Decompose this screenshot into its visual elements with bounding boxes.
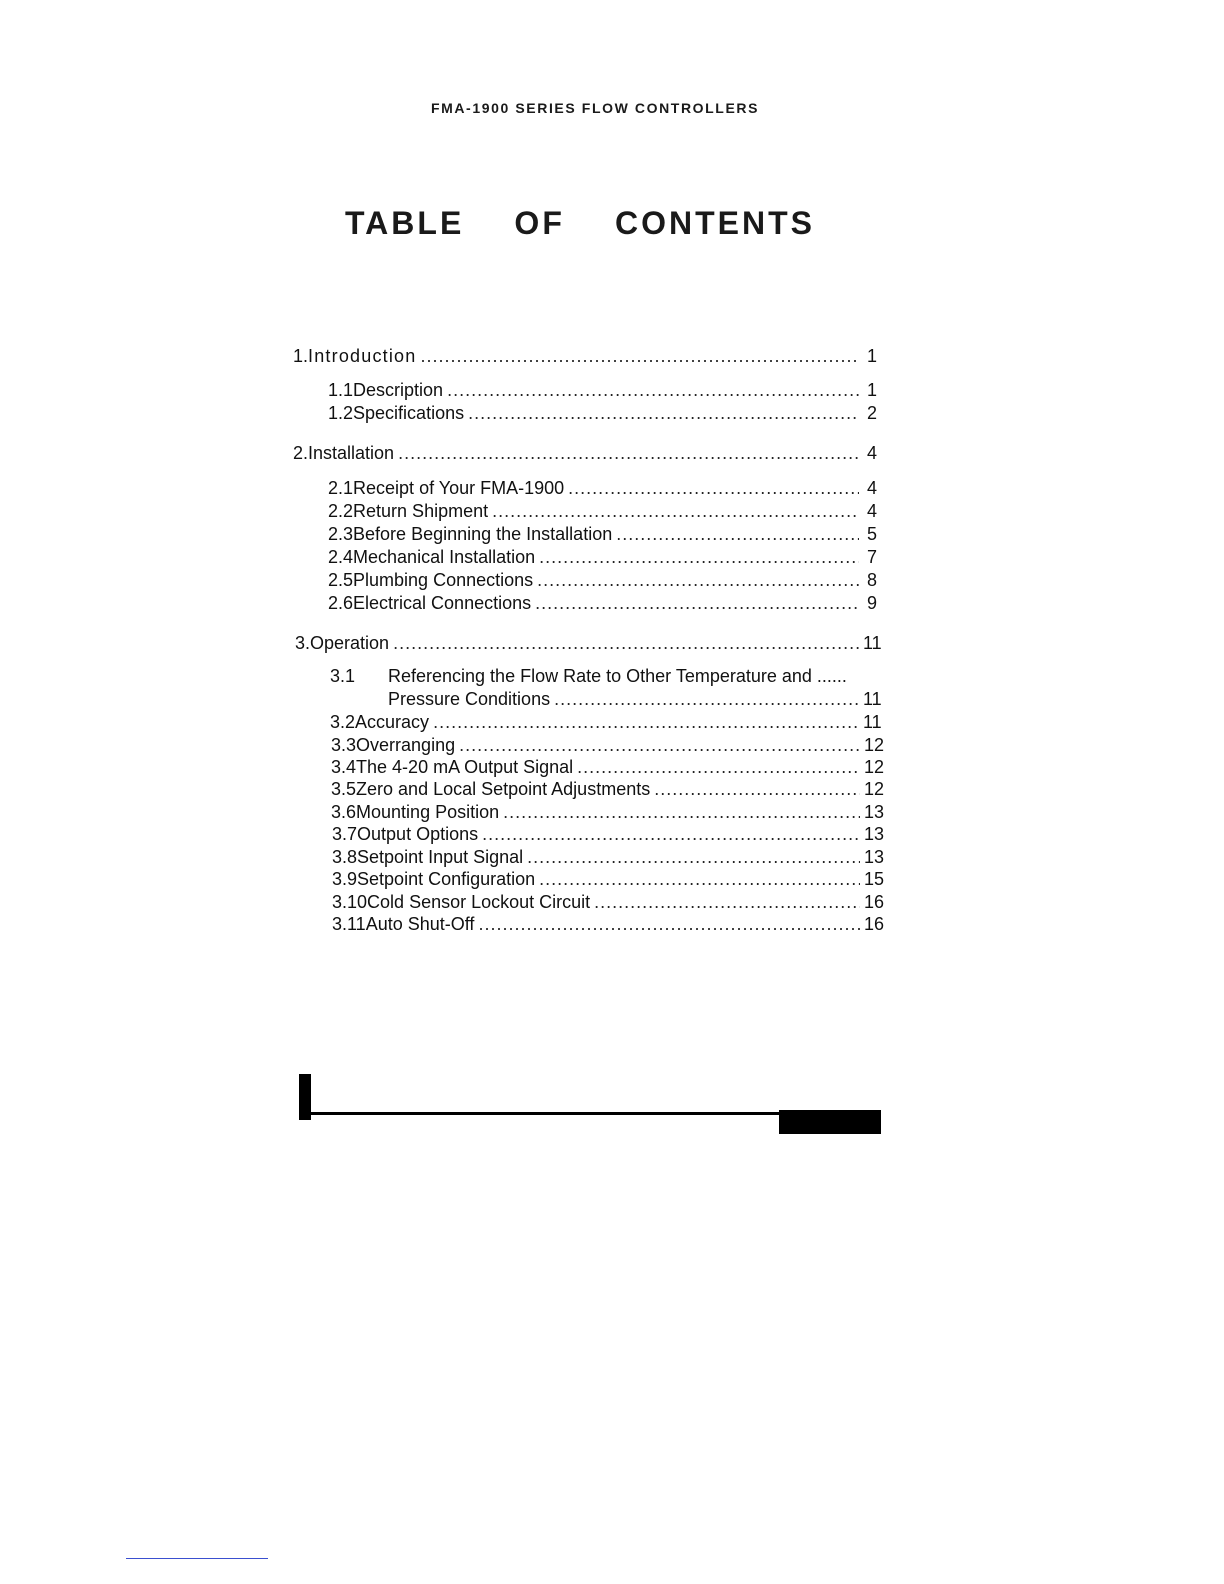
toc-entry-number: 2.2	[328, 501, 354, 521]
running-header: FMA-1900 SERIES FLOW CONTROLLERS	[430, 100, 760, 116]
toc-entry-number: 3.1	[330, 666, 356, 686]
toc-entry	[328, 500, 877, 522]
toc-entry-title: Output Options	[357, 824, 479, 844]
toc-entry-title: Accuracy	[355, 712, 430, 732]
toc-entry-page: 5	[866, 524, 877, 544]
title-word-3: CONTENTS	[615, 205, 815, 241]
toc-entry-title: Zero and Local Setpoint Adjustments	[356, 779, 651, 799]
dot-leader	[554, 688, 859, 710]
dot-leader	[577, 756, 860, 778]
toc-entry-title: Introduction	[308, 346, 417, 366]
toc-entry-number: 3.11	[332, 914, 366, 934]
toc-entry	[388, 688, 882, 710]
toc-entry-page: 2	[866, 403, 877, 423]
title-word-2: OF	[514, 205, 565, 241]
footer-rule	[126, 1558, 268, 1559]
toc-entry-title: Operation	[310, 633, 390, 653]
toc-entry-title: Mechanical Installation	[353, 547, 536, 567]
toc-entry-title: Referencing the Flow Rate to Other Temperature and ......	[388, 666, 847, 686]
toc-entry-page: 16	[864, 914, 885, 934]
toc-entry-title: Overranging	[356, 735, 456, 755]
toc-entry-page: 1	[866, 346, 877, 366]
dot-leader	[447, 379, 859, 401]
toc-entry-page: 4	[866, 501, 877, 521]
toc-entry-number: 3.2	[330, 712, 356, 732]
dot-leader	[527, 846, 860, 868]
toc-entry	[328, 592, 877, 614]
toc-entry-page: 12	[864, 735, 885, 755]
toc-entry-number: 3.4	[331, 757, 357, 777]
toc-entry-title: Before Beginning the Installation	[353, 524, 613, 544]
page-rule	[299, 1112, 779, 1115]
toc-entry-page: 12	[864, 779, 885, 799]
toc-entry-title: Cold Sensor Lockout Circuit	[367, 892, 591, 912]
toc-entry-page: 4	[866, 443, 877, 463]
toc-entry	[293, 442, 877, 464]
dot-leader	[539, 868, 860, 890]
toc-entry	[332, 891, 885, 913]
toc-entry-title: Electrical Connections	[353, 593, 532, 613]
dot-leader	[468, 402, 859, 424]
toc-entry	[295, 632, 882, 654]
toc-entry-number: 1.2	[328, 403, 354, 423]
toc-entry-page: 8	[866, 570, 877, 590]
toc-entry	[328, 523, 877, 545]
toc-entry	[330, 665, 877, 687]
toc-entry-page: 7	[866, 547, 877, 567]
toc-entry-page: 13	[864, 824, 885, 844]
toc-entry	[331, 778, 885, 800]
toc-entry	[328, 402, 877, 424]
toc-entry-page: 16	[864, 892, 885, 912]
toc-entry-number: 3.8	[332, 847, 358, 867]
toc-entry-page: 11	[863, 689, 882, 709]
dot-leader	[393, 632, 859, 654]
page-tab-block	[779, 1110, 881, 1134]
dot-leader	[398, 442, 859, 464]
dot-leader	[433, 711, 859, 733]
toc-entry-title: Setpoint Configuration	[357, 869, 536, 889]
toc-entry-number: 1.	[293, 346, 309, 366]
toc-entry-title: Installation	[308, 443, 395, 463]
toc-entry-title: Pressure Conditions	[388, 689, 551, 709]
toc-entry-page: 9	[866, 593, 877, 613]
toc-entry-number: 3.7	[332, 824, 358, 844]
toc-entry-number: 2.	[293, 443, 309, 463]
toc-entry-number: 3.6	[331, 802, 357, 822]
toc-entry	[332, 868, 885, 890]
toc-entry-number: 3.	[295, 633, 311, 653]
toc-entry-title: The 4-20 mA Output Signal	[356, 757, 574, 777]
toc-entry	[293, 345, 877, 367]
toc-entry-title: Setpoint Input Signal	[357, 847, 524, 867]
toc-entry-number: 2.4	[328, 547, 354, 567]
toc-entry	[328, 546, 877, 568]
toc-entry-page: 13	[864, 802, 885, 822]
dot-leader	[482, 823, 860, 845]
toc-entry-number: 3.5	[331, 779, 357, 799]
toc-entry-number: 3.10	[332, 892, 368, 912]
toc-entry	[332, 823, 885, 845]
toc-entry-title: Receipt of Your FMA-1900	[353, 478, 565, 498]
dot-leader	[594, 891, 860, 913]
toc-entry	[331, 756, 885, 778]
dot-leader	[459, 734, 860, 756]
toc-entry	[332, 846, 885, 868]
dot-leader	[420, 345, 859, 367]
toc-entry-number: 2.6	[328, 593, 354, 613]
toc-entry-page: 15	[864, 869, 885, 889]
dot-leader	[492, 500, 859, 522]
title-word-1: TABLE	[345, 205, 465, 241]
toc-entry-number: 3.3	[331, 735, 357, 755]
toc-entry-page: 4	[866, 478, 877, 498]
toc-entry-title: Plumbing Connections	[353, 570, 534, 590]
toc-entry-number: 1.1	[328, 380, 354, 400]
toc-entry-number: 2.5	[328, 570, 354, 590]
toc-entry	[331, 801, 885, 823]
toc-entry	[328, 569, 877, 591]
toc-entry	[332, 913, 885, 935]
toc-entry	[328, 379, 877, 401]
toc-entry-title: Auto Shut-Off	[365, 914, 475, 934]
toc-entry	[331, 734, 885, 756]
toc-entry-number: 2.1	[328, 478, 354, 498]
dot-leader	[537, 569, 859, 591]
toc-entry-title: Specifications	[353, 403, 465, 423]
toc-entry-page: 11	[863, 633, 882, 653]
toc-entry-number: 3.9	[332, 869, 358, 889]
dot-leader	[535, 592, 859, 614]
dot-leader	[478, 913, 860, 935]
dot-leader	[654, 778, 860, 800]
toc-entry-page: 1	[866, 380, 877, 400]
toc-entry-page: 13	[864, 847, 885, 867]
dot-leader	[568, 477, 859, 499]
toc-entry-title: Return Shipment	[353, 501, 489, 521]
dot-leader	[503, 801, 860, 823]
dot-leader	[539, 546, 859, 568]
toc-entry-number: 2.3	[328, 524, 354, 544]
toc-entry-page: 12	[864, 757, 885, 777]
toc-entry	[330, 711, 882, 733]
toc-entry-page: 11	[863, 712, 882, 732]
toc-entry	[328, 477, 877, 499]
toc-entry-title: Mounting Position	[356, 802, 500, 822]
toc-entry-title: Description	[353, 380, 444, 400]
dot-leader	[616, 523, 859, 545]
